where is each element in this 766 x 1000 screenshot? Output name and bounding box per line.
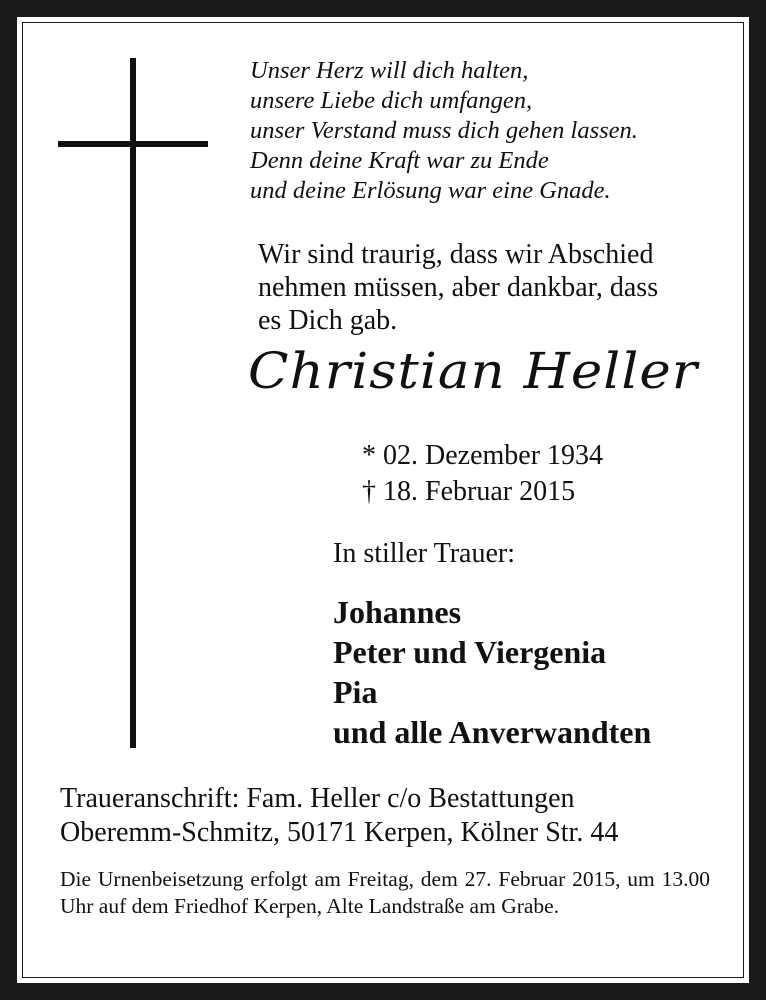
poem-line: unsere Liebe dich umfangen, bbox=[250, 87, 533, 114]
death-date: † 18. Februar 2015 bbox=[362, 476, 576, 507]
poem-line: und deine Erlösung war eine Gnade. bbox=[250, 177, 611, 204]
mourning-address bbox=[60, 782, 618, 850]
mourner-name: Pia bbox=[333, 674, 378, 710]
intro-line: Wir sind traurig, dass wir Abschied bbox=[258, 239, 654, 270]
birth-date: * 02. Dezember 1934 bbox=[362, 440, 604, 471]
intro-text bbox=[258, 238, 658, 337]
address-line: Traueranschrift: Fam. Heller c/o Bestattungen bbox=[60, 783, 575, 814]
poem-line: Unser Herz will dich halten, bbox=[250, 57, 529, 84]
mourning-label: In stiller Trauer: bbox=[333, 538, 515, 569]
cross-icon-horizontal-bar bbox=[58, 141, 208, 147]
address-line: Oberemm-Schmitz, 50171 Kerpen, Kölner Str. 44 bbox=[60, 817, 619, 848]
mourner-name: Peter und Viergenia bbox=[333, 634, 607, 670]
mourner-name: Johannes bbox=[333, 594, 462, 630]
cross-icon-vertical-bar bbox=[130, 58, 136, 748]
burial-notice: Die Urnenbeisetzung erfolgt am Freitag, dem 27. Februar 2015, um 13.00 Uhr auf dem Friedhof Kerpen, Alte Landstraße am Grabe. bbox=[60, 867, 710, 918]
poem bbox=[250, 56, 638, 206]
mourner-name: und alle Anverwandten bbox=[333, 714, 652, 750]
mourner-list bbox=[333, 592, 651, 752]
poem-line: unser Verstand muss dich gehen lassen. bbox=[250, 117, 638, 144]
life-dates bbox=[362, 438, 603, 510]
poem-line: Denn deine Kraft war zu Ende bbox=[250, 147, 549, 174]
intro-line: es Dich gab. bbox=[258, 305, 398, 336]
intro-line: nehmen müssen, aber dankbar, dass bbox=[258, 272, 659, 303]
deceased-name: Christian Heller bbox=[248, 342, 699, 400]
